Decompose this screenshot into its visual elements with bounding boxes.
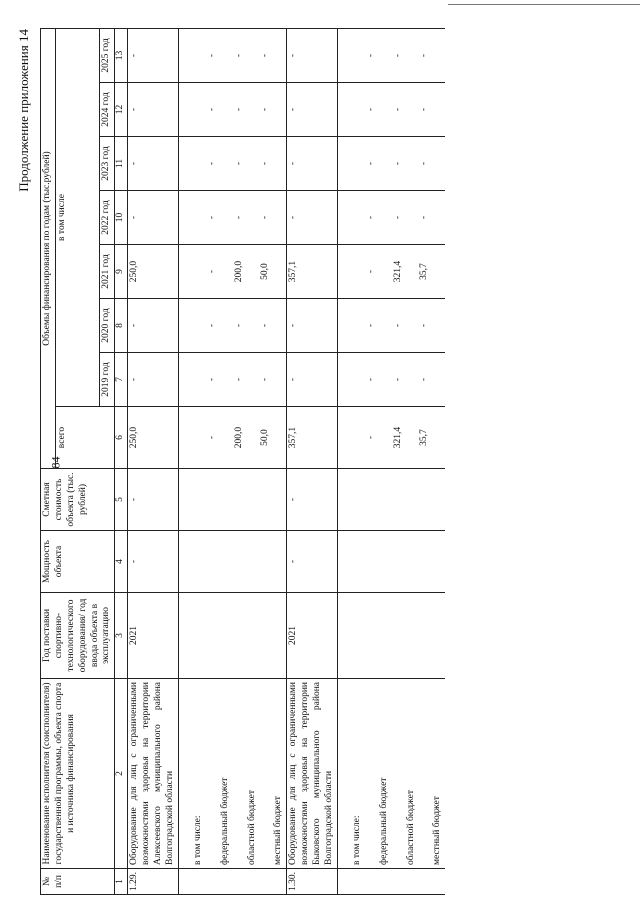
col-year-header: Год поставки спортивно-технологического оборудования/ год ввода объекта в эксплуатацию — [41, 593, 115, 679]
item-value: - — [128, 28, 179, 82]
source-value: - — [365, 407, 392, 469]
empty-cell — [337, 593, 364, 679]
col-number: 6 — [115, 407, 128, 469]
source-value: - — [392, 191, 419, 245]
source-value — [337, 245, 364, 299]
col-number: 11 — [115, 137, 128, 191]
source-value — [178, 191, 205, 245]
source-value — [337, 299, 364, 353]
item-cost: - — [287, 469, 338, 531]
source-name: в том числе: — [178, 679, 205, 869]
item-value: - — [287, 137, 338, 191]
source-value: - — [259, 83, 286, 137]
col-capacity-header: Мощность объекта — [41, 531, 115, 593]
source-value: - — [206, 353, 233, 407]
col-number: 4 — [115, 531, 128, 593]
empty-cell — [365, 593, 392, 679]
empty-cell — [259, 469, 286, 531]
source-value — [337, 83, 364, 137]
empty-cell — [392, 469, 419, 531]
source-name: областной бюджет — [233, 679, 260, 869]
source-value: - — [418, 83, 445, 137]
item-value: - — [128, 299, 179, 353]
source-value: - — [392, 28, 419, 82]
col-number: 7 — [115, 353, 128, 407]
source-value: 35,7 — [418, 245, 445, 299]
source-value — [178, 407, 205, 469]
table-row — [337, 28, 364, 894]
empty-cell — [178, 869, 205, 895]
funding-table — [40, 28, 445, 895]
item-name: Оборудование для лиц с ограниченными возможностями здоровья на территории Быковского муниципального района Волгоградской области — [287, 679, 338, 869]
item-value: - — [128, 137, 179, 191]
source-value: - — [206, 407, 233, 469]
table-row — [178, 28, 205, 894]
source-value — [337, 191, 364, 245]
table-row — [233, 28, 260, 894]
source-value — [337, 137, 364, 191]
empty-cell — [206, 531, 233, 593]
source-value: 35,7 — [418, 407, 445, 469]
empty-cell — [337, 469, 364, 531]
source-value: - — [259, 137, 286, 191]
year-header: 2023 год — [100, 137, 115, 191]
item-value: - — [287, 83, 338, 137]
source-value: - — [233, 299, 260, 353]
table-row — [259, 28, 286, 894]
col-cost-header: Сметная стоимость объекта (тыс. рублей) — [41, 469, 115, 531]
source-value: - — [418, 353, 445, 407]
source-value: - — [259, 28, 286, 82]
item-value: - — [287, 299, 338, 353]
col-total-header: всего — [55, 407, 114, 469]
item-value: - — [128, 83, 179, 137]
source-name: местный бюджет — [418, 679, 445, 869]
empty-cell — [365, 869, 392, 895]
empty-cell — [418, 531, 445, 593]
source-value — [178, 137, 205, 191]
page-number: 84 — [48, 456, 63, 469]
table-row — [418, 28, 445, 894]
source-value: - — [365, 353, 392, 407]
source-value: - — [259, 191, 286, 245]
source-value: - — [365, 137, 392, 191]
item-capacity: - — [128, 531, 179, 593]
source-value: - — [206, 83, 233, 137]
empty-cell — [206, 469, 233, 531]
item-year: 2021 — [287, 593, 338, 679]
empty-cell — [206, 593, 233, 679]
empty-cell — [233, 469, 260, 531]
source-value: - — [365, 245, 392, 299]
funding-group-header: Объемы финансирования по годам (тыс.рублей) — [41, 28, 56, 468]
empty-cell — [365, 469, 392, 531]
rotated-page — [10, 29, 605, 895]
item-cost: - — [128, 469, 179, 531]
year-header: 2024 год — [100, 83, 115, 137]
item-value: - — [128, 353, 179, 407]
source-value: - — [365, 191, 392, 245]
empty-cell — [392, 531, 419, 593]
source-value: - — [418, 137, 445, 191]
empty-cell — [178, 531, 205, 593]
col-number: 3 — [115, 593, 128, 679]
item-value: 250,0 — [128, 245, 179, 299]
source-value: - — [233, 83, 260, 137]
source-value: - — [418, 191, 445, 245]
source-name: местный бюджет — [259, 679, 286, 869]
col-number: 1 — [115, 869, 128, 895]
empty-cell — [259, 531, 286, 593]
item-value: - — [128, 191, 179, 245]
source-value: - — [206, 299, 233, 353]
table-body — [128, 28, 446, 894]
source-value: - — [392, 353, 419, 407]
source-value: - — [206, 245, 233, 299]
source-value: 200,0 — [233, 407, 260, 469]
item-value: 357,1 — [287, 407, 338, 469]
source-value: 321,4 — [392, 407, 419, 469]
col-number: 2 — [115, 679, 128, 869]
empty-cell — [418, 593, 445, 679]
source-value: 200,0 — [233, 245, 260, 299]
source-value: - — [392, 299, 419, 353]
source-value: - — [392, 83, 419, 137]
col-number: 9 — [115, 245, 128, 299]
source-value — [178, 83, 205, 137]
col-number: 12 — [115, 83, 128, 137]
table-row — [287, 28, 338, 894]
empty-cell — [365, 531, 392, 593]
source-value: - — [206, 28, 233, 82]
source-value: - — [206, 191, 233, 245]
item-value: 250,0 — [128, 407, 179, 469]
empty-cell — [259, 593, 286, 679]
item-value: - — [287, 353, 338, 407]
empty-cell — [418, 869, 445, 895]
empty-cell — [392, 593, 419, 679]
table-row — [206, 28, 233, 894]
table-row — [392, 28, 419, 894]
source-value: - — [259, 353, 286, 407]
source-value: - — [233, 28, 260, 82]
empty-cell — [233, 531, 260, 593]
empty-cell — [178, 469, 205, 531]
source-value — [178, 353, 205, 407]
empty-cell — [259, 869, 286, 895]
source-value: - — [365, 299, 392, 353]
item-value: 357,1 — [287, 245, 338, 299]
col-number: 13 — [115, 28, 128, 82]
year-header: 2020 год — [100, 299, 115, 353]
year-header: 2025 год — [100, 28, 115, 82]
item-capacity: - — [287, 531, 338, 593]
empty-cell — [233, 593, 260, 679]
including-header: в том числе — [55, 28, 100, 406]
source-name: федеральный бюджет — [206, 679, 233, 869]
col-name-header: Наименование исполнителя (соисполнителя) государственной программы, объекта спорта и источника финансирования — [41, 679, 115, 869]
source-name: областной бюджет — [392, 679, 419, 869]
empty-cell — [418, 469, 445, 531]
empty-cell — [178, 593, 205, 679]
source-value — [178, 28, 205, 82]
source-value: - — [206, 137, 233, 191]
col-no-header: № п/п — [41, 869, 115, 895]
empty-cell — [233, 869, 260, 895]
empty-cell — [392, 869, 419, 895]
source-value — [178, 299, 205, 353]
year-header: 2019 год — [100, 353, 115, 407]
source-value: - — [233, 353, 260, 407]
col-number: 5 — [115, 469, 128, 531]
empty-cell — [337, 869, 364, 895]
source-value: - — [365, 28, 392, 82]
source-name: федеральный бюджет — [365, 679, 392, 869]
empty-cell — [206, 869, 233, 895]
source-value: - — [233, 137, 260, 191]
item-value: - — [287, 191, 338, 245]
source-value — [178, 245, 205, 299]
source-value: - — [365, 83, 392, 137]
col-number: 10 — [115, 191, 128, 245]
source-name: в том числе: — [337, 679, 364, 869]
source-value: - — [392, 137, 419, 191]
col-number: 8 — [115, 299, 128, 353]
source-value: - — [418, 28, 445, 82]
source-value: - — [418, 299, 445, 353]
item-name: Оборудование для лиц с ограниченными возможностями здоровья на территории Алексеевского муниципального района Волгоградской области — [128, 679, 179, 869]
item-value: - — [287, 28, 338, 82]
year-header: 2021 год — [100, 245, 115, 299]
source-value: - — [259, 299, 286, 353]
source-value — [337, 407, 364, 469]
item-year: 2021 — [128, 593, 179, 679]
source-value: 50,0 — [259, 245, 286, 299]
source-value: - — [233, 191, 260, 245]
table-row — [128, 28, 179, 894]
item-number: 1.30. — [287, 869, 338, 895]
source-value: 50,0 — [259, 407, 286, 469]
item-number: 1.29. — [128, 869, 179, 895]
page-caption: Продолжение приложения 14 — [16, 29, 31, 192]
source-value — [337, 28, 364, 82]
top-rule — [448, 4, 640, 5]
year-header: 2022 год — [100, 191, 115, 245]
source-value: 321,4 — [392, 245, 419, 299]
table-row — [365, 28, 392, 894]
empty-cell — [337, 531, 364, 593]
source-value — [337, 353, 364, 407]
